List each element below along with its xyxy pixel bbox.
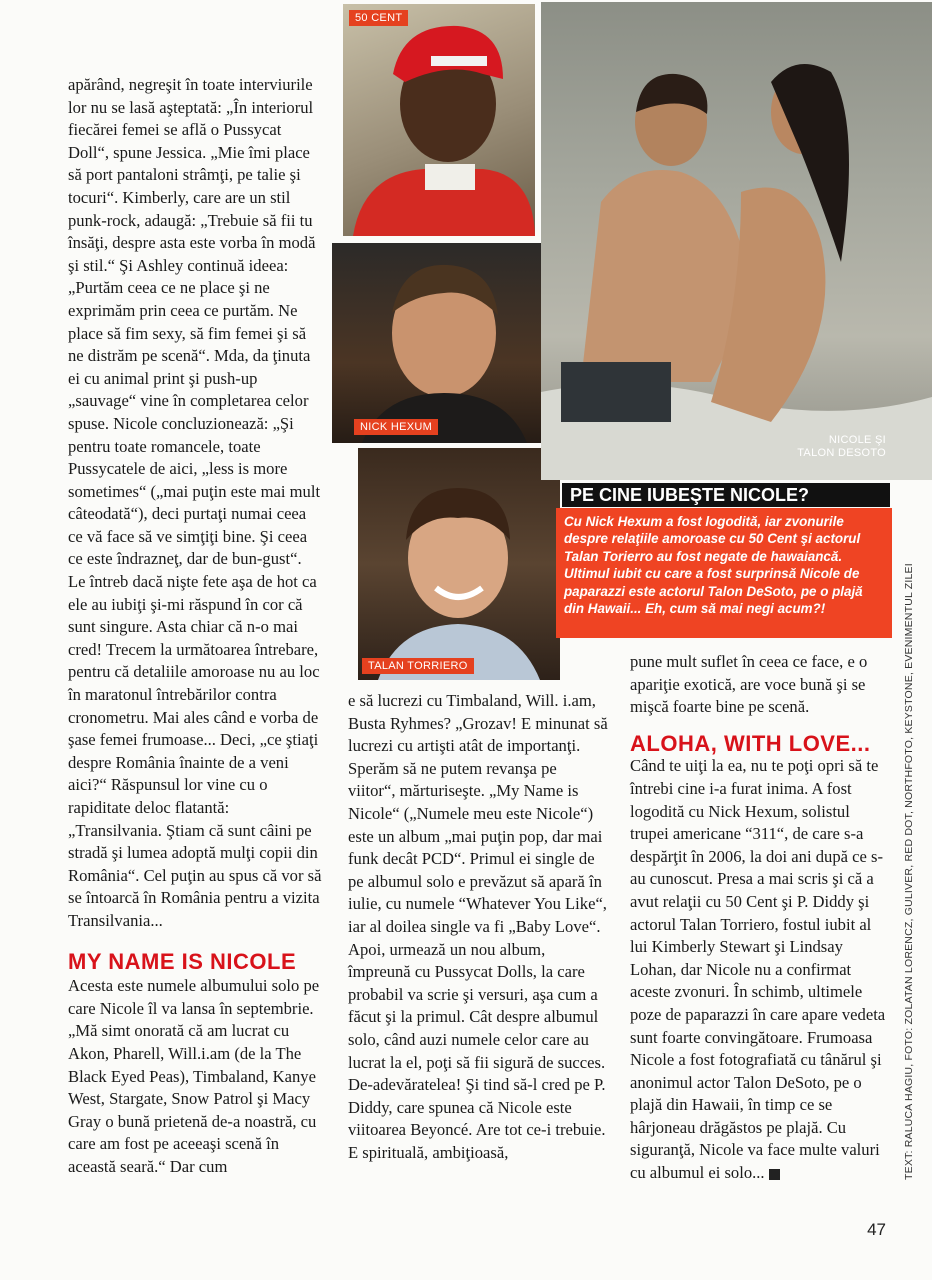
column-3-intro: pune mult suflet în ceea ce face, e o apariţie exotică, are voce bună şi se mişcă foarte bine pe scenă. — [630, 652, 868, 717]
photo-50-cent — [343, 4, 535, 236]
photo-talan-torriero — [358, 448, 560, 680]
column-3-body — [630, 755, 892, 1184]
photo-label-nick-hexum: NICK HEXUM — [354, 419, 438, 435]
portrait-talan-torriero-image — [358, 448, 560, 680]
photo-credit: TEXT: RALUCA HAGIU, FOTO: ZOLATAN LORENCZ, GULIVER, RED DOT, NORTHFOTO, KEYSTONE, EVENIMENTUL ZILEI — [903, 563, 915, 1180]
sidebar-title: PE CINE IUBEŞTE NICOLE? — [562, 483, 890, 507]
section-heading-my-name-is-nicole: MY NAME IS NICOLE — [68, 948, 297, 974]
page-number: 47 — [867, 1220, 886, 1239]
column-2-body: e să lucrezi cu Timbaland, Will. i.am, Busta Ryhmes? „Grozav! E minunat să lucrezi cu artişti atât de importanţi. Sperăm să ne putem revanşa pe viitor“, mărturiseşte. „My Name is Nicole“ („Numele meu este Nicole“) este un album „mai puţin pop, dar mai funk decât PCD“. Primul ei single de pe albumul solo e prevăzut să apară în iulie, cu numele “Whatever You Like“, iar al doilea single va fi „Baby Love“. Apoi, urmează un nou album, împreună cu Pussycat Dolls, la care probabil va scrie şi versuri, aşa cum a făcut şi la primul. Cât despre albumul solo, când auzi numele celor care au lucrat la el, poţi să fii sigură de succes. De-adevăratelea! Şi tind să-l cred pe P. Diddy, care spunea că Nicole este viitoarea Beyoncé. Are tot ce-i trebuie. E spirituală, ambiţioasă, — [348, 691, 608, 1162]
section-heading-aloha-with-love: ALOHA, WITH LOVE... — [630, 730, 871, 756]
photo-label-50-cent: 50 CENT — [349, 10, 408, 26]
photo-nicole-and-talon-desoto — [541, 2, 932, 480]
column-1-intro: apărând, negreşit în toate interviurile lor nu se lasă aşteptată: „În interiorul fiecărei femei se află o Pussycat Doll“, spune Jessica. „Mie îmi place să port pantaloni strâmţi, pe talie şi tocuri“. Kimberly, care are un stil punk-rock, adaugă: „Trebuie să fii tu însăţi, despre asta este vorba în modă şi stil.“ Şi Ashley continuă ideea: „Purtăm ceea ce ne place şi ne exprimăm prin ceea ce purtăm. Ne place să fim sexy, să fim femei şi să ne distrăm pe scenă“. Mda, da ţinuta ei cu animal print şi push-up „sauvage“ vine în completarea celor spuse. Nicole concluzionează: „Şi pentru toate romancele, toate Pussycatele de aici, „less is more sometimes“ („mai puţin este mai mult câteodată“), deci purtaţi numai ceea ce vă face să ve simţiţi bine. Şi ceea ce este îndrazneţ, dar de bun-gust“. Le întreb dacă nişte fete aşa de hot ca ele au iubiţi şi-mi răspund în cor că sunt singure. Asta chiar că n-o mai cred! Trecem la următoarea întrebare, pentru că detaliile amoroase nu au loc în maratonul întrebărilor contra cronometru. Mai ales când e vorba de şase femei frumoase... Deci, „ce ştiaţi despre România înainte de a veni aici?“ Răspunsul lor vine cu o rapiditate deloc flatantă: „Transilvania. Ştiam că sunt câini pe stradă şi lumea adoptă mulţi copii din România“. Cel puţin au spus că vor să se întoarcă în România pentru a vizita Transilvania... — [68, 75, 322, 930]
photo-label-talan-torriero: TALAN TORRIERO — [362, 658, 474, 674]
column-1-body: Acesta este numele albumului solo pe care Nicole îl va lansa în septembrie. „Mă simt onorată că am lucrat cu Akon, Pharell, Will.i.am (de la The Black Eyed Peas), Timbaland, Kanye West, Stargate, Snow Patrol şi Macy Gray o bună prietenă de-a noastră, cu care am fost pe aceeaşi scenă în această seară.“ Dar cum — [68, 976, 320, 1176]
column-3 — [630, 651, 892, 1185]
photo-label-nicole-talon-line-1: NICOLE ŞI — [828, 434, 886, 446]
photo-label-nicole-talon-line-2: TALON DESOTO — [797, 447, 886, 459]
column-1 — [68, 74, 322, 1179]
column-3-body-text: Când te uiţi la ea, nu te poţi opri să te întrebi cine i-a furat inima. A fost logodită cu Nick Hexum, solistul trupei americane “311“, de care s-a despărţit în 2006, la doi ani după ce s-au cunoscut. Presa a mai scris şi că a avut relaţii cu 50 Cent şi P. Diddy şi actorul Talan Torriero, fostul iubit al lui Kimberly Stewart şi Lindsay Lohan, dar Nicole nu a confirmat aceste zvonuri. În schimb, ultimele poze de paparazzi în care apare vedeta sunt foarte convingătoare. Frumoasa Nicole a fost fotografiată cu tânărul şi anonimul actor Talon DeSoto, pe o plajă din Hawaii, în timp ce se hârjoneau drăgăstos pe plajă. Cu siguranţă, Nicole va face multe valuri cu albumul ei solo... — [630, 756, 886, 1183]
portrait-nick-hexum-image — [332, 243, 542, 443]
photo-label-nicole-talon — [791, 432, 892, 462]
photo-nick-hexum — [332, 243, 542, 443]
sidebar-text: Cu Nick Hexum a fost logodită, iar zvonurile despre relaţiile amoroase cu 50 Cent şi actorul Talan Torierro au fost negate de hawaiancă. Ultimul iubit cu care a fost surprinsă Nicole de paparazzi este actorul Talon DeSoto, pe o plajă din Hawaii... Eh, cum să mai negi acum?! — [556, 508, 892, 638]
column-2 — [348, 690, 608, 1164]
portrait-50-cent-image — [343, 4, 535, 236]
end-mark-icon — [769, 1169, 780, 1180]
beach-couple-image — [541, 2, 932, 480]
